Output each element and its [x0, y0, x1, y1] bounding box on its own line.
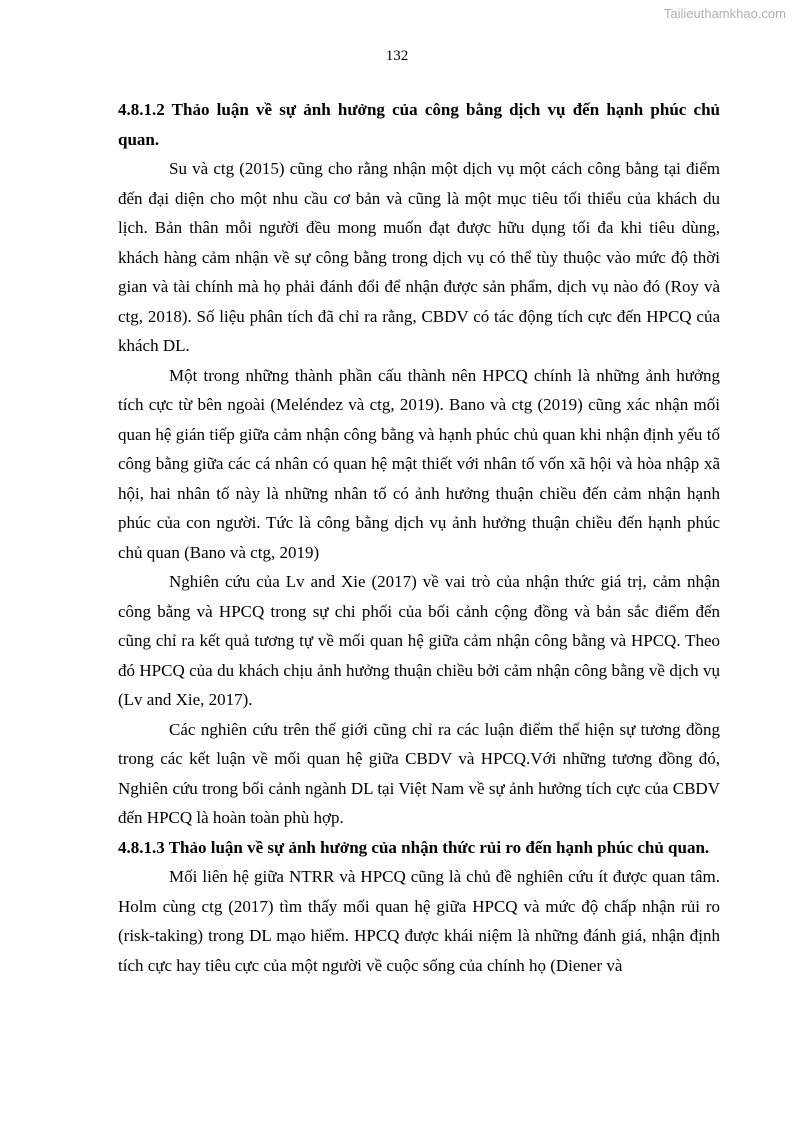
paragraph: Mối liên hệ giữa NTRR và HPCQ cũng là chủ đề nghiên cứu ít được quan tâm. Holm cùng ctg (2017) tìm thấy mối quan hệ giữa HPCQ và mức độ chấp nhận rủi ro (risk-taking) trong DL mạo hiểm. HPCQ được khái niệm là những đánh giá, nhận định tích cực hay tiêu cực của một người về cuộc sống của chính họ (Diener và [118, 867, 720, 975]
paragraph: Các nghiên cứu trên thế giới cũng chỉ ra các luận điểm thể hiện sự tương đồng trong các kết luận về mối quan hệ giữa CBDV và HPCQ.Với những tương đồng đó, Nghiên cứu trong bối cảnh ngành DL tại Việt Nam về sự ảnh hưởng tích cực của CBDV đến HPCQ là hoàn toàn phù hợp. [118, 719, 720, 827]
page-number: 132 [385, 48, 409, 64]
section-heading-4-8-1-2: 4.8.1.2 Thảo luận về sự ảnh hưởng của công bằng dịch vụ đến hạnh phúc chủ quan. [118, 100, 720, 149]
paragraph: Một trong những thành phần cấu thành nên HPCQ chính là những ảnh hưởng tích cực từ bên ngoài (Meléndez và ctg, 2019). Bano và ctg (2019) cũng xác nhận mối quan hệ gián tiếp giữa cảm nhận công bằng và hạnh phúc chủ quan khi nhận định yếu tố công bằng giữa các cá nhân có quan hệ mật thiết với nhân tố vốn xã hội và hòa nhập xã hội, hai nhân tố này là những nhân tố có ảnh hưởng thuận chiều đến cảm nhận hạnh phúc của con người. Tức là công bằng dịch vụ ảnh hưởng thuận chiều đến hạnh phúc chủ quan (Bano và ctg, 2019) [118, 365, 720, 562]
document-body [118, 95, 720, 980]
watermark: Tailieuthamkhao.com [663, 6, 786, 21]
paragraph: Nghiên cứu của Lv and Xie (2017) về vai trò của nhận thức giá trị, cảm nhận công bằng và HPCQ trong sự chi phối của bối cảnh cộng đồng và bản sắc điểm đến cũng chỉ ra kết quả tương tự về mối quan hệ giữa cảm nhận công bằng và HPCQ. Theo đó HPCQ của du khách chịu ảnh hưởng thuận chiều bởi cảm nhận công bằng về dịch vụ (Lv and Xie, 2017). [118, 572, 720, 709]
section-heading-4-8-1-3: 4.8.1.3 Thảo luận về sự ảnh hưởng của nhận thức rủi ro đến hạnh phúc chủ quan. [118, 837, 710, 857]
paragraph: Su và ctg (2015) cũng cho rằng nhận một dịch vụ một cách công bằng tại điểm đến đại diện cho một nhu cầu cơ bản và cũng là một mục tiêu tối thiểu của khách du lịch. Bản thân mỗi người đều mong muốn đạt được hữu dụng tối đa khi tiêu dùng, khách hàng cảm nhận về sự công bằng trong dịch vụ có thể tùy thuộc vào mức độ thời gian và tài chính mà họ phải đánh đổi để nhận được sản phẩm, dịch vụ nào đó (Roy và ctg, 2018). Số liệu phân tích đã chỉ ra rằng, CBDV có tác động tích cực đến HPCQ của khách DL. [118, 159, 720, 355]
